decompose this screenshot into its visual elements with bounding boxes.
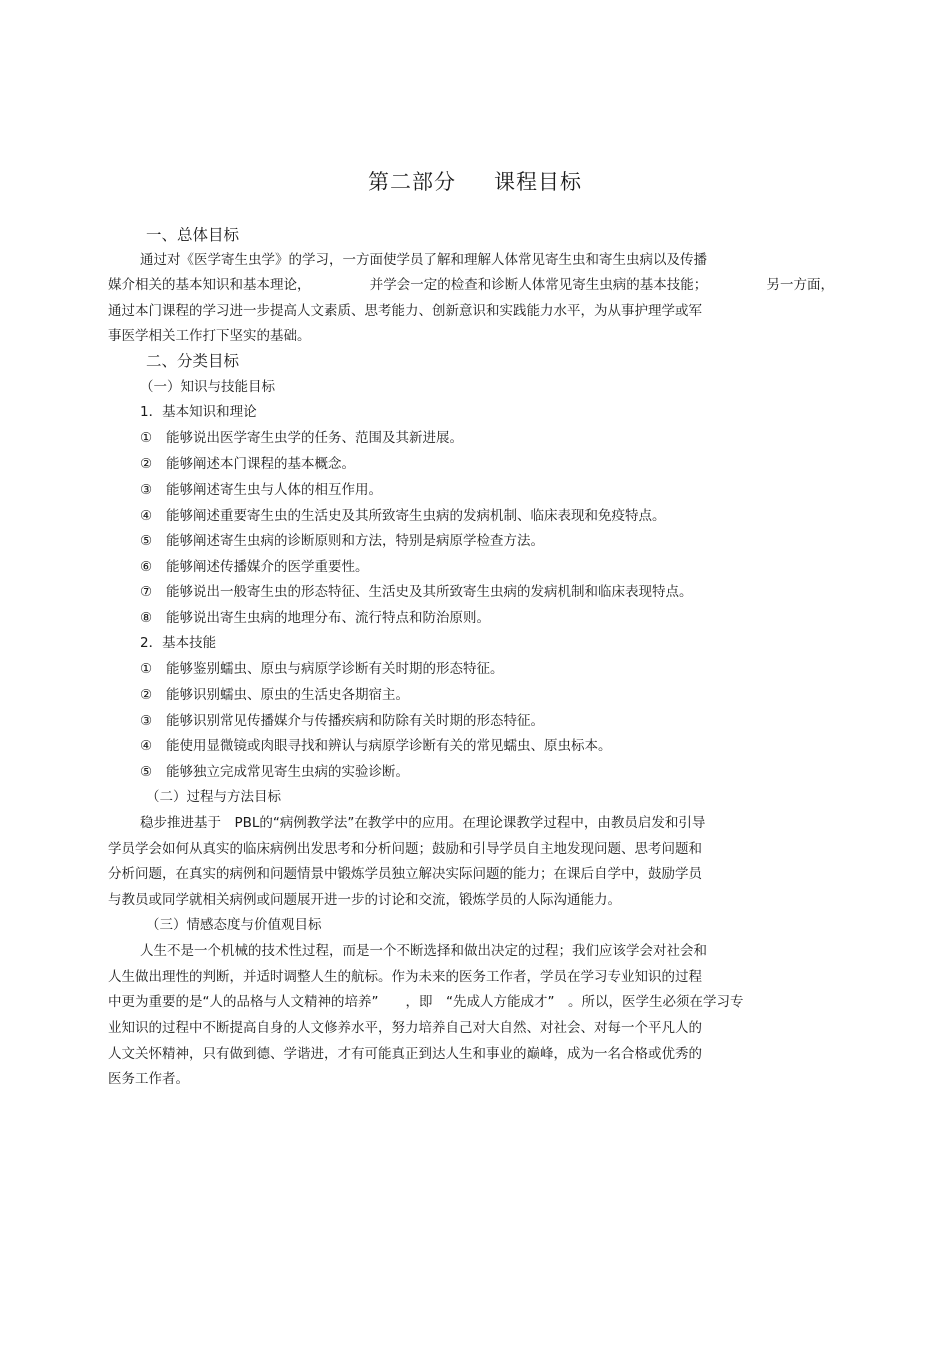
item-number: ⑦ <box>140 584 153 600</box>
sub2-heading: （二）过程与方法目标 <box>146 789 281 805</box>
section1-line-2a: 媒介相关的基本知识和基本理论， <box>108 277 311 293</box>
part1-item-4 <box>140 507 666 525</box>
sub3-line-3: 中更为重要的是“人的品格与人文精神的培养” ，即 “先成人方能成才” 。所以，医学生必须在学习专 <box>108 994 744 1010</box>
item-number: ③ <box>140 713 153 729</box>
part1-item-6 <box>140 558 369 576</box>
item-text: 能使用显微镜或肉眼寻找和辨认与病原学诊断有关的常见蠕虫、原虫标本。 <box>166 738 612 754</box>
section1-line-2 <box>108 276 834 294</box>
part2-item-1 <box>140 660 504 678</box>
part1-item-8 <box>140 609 490 627</box>
part2-item-5 <box>140 763 409 781</box>
item-number: ① <box>140 430 153 446</box>
item-number: ④ <box>140 738 153 754</box>
item-number: ⑥ <box>140 559 153 575</box>
part1-item-5 <box>140 532 544 550</box>
item-number: ② <box>140 456 153 472</box>
sub3-line-1: 人生不是一个机械的技术性过程，而是一个不断选择和做出决定的过程；我们应该学会对社会和 <box>140 943 707 959</box>
item-text: 能够阐述寄生虫与人体的相互作用。 <box>166 482 382 498</box>
part2-item-3 <box>140 712 544 730</box>
title-part: 第二部分 <box>368 170 456 194</box>
item-text: 能够说出医学寄生虫学的任务、范围及其新进展。 <box>166 430 463 446</box>
part1-item-2 <box>140 455 355 473</box>
item-number: ⑤ <box>140 764 153 780</box>
item-text: 能够说出寄生虫病的地理分布、流行特点和防治原则。 <box>166 610 490 626</box>
sub2-line-4: 与教员或同学就相关病例或问题展开进一步的讨论和交流，锻炼学员的人际沟通能力。 <box>108 892 621 908</box>
item-text: 能够识别常见传播媒介与传播疾病和防除有关时期的形态特征。 <box>166 713 544 729</box>
sub3-line-6: 医务工作者。 <box>108 1071 189 1087</box>
sub2-line-1: 稳步推进基于 PBL的“病例教学法”在教学中的应用。在理论课教学过程中，由教员启发和引导 <box>140 815 706 831</box>
section1-line-4: 事医学相关工作打下坚实的基础。 <box>108 328 311 344</box>
section1-line-3: 通过本门课程的学习进一步提高人文素质、思考能力、创新意识和实践能力水平，为从事护理学或军 <box>108 303 702 319</box>
item-text: 能够说出一般寄生虫的形态特征、生活史及其所致寄生虫病的发病机制和临床表现特点。 <box>166 584 693 600</box>
item-text: 能够阐述重要寄生虫的生活史及其所致寄生虫病的发病机制、临床表现和免疫特点。 <box>166 508 666 524</box>
item-text: 能够识别蠕虫、原虫的生活史各期宿主。 <box>166 687 409 703</box>
item-number: ② <box>140 687 153 703</box>
page-title <box>0 166 950 196</box>
part1-heading: 1．基本知识和理论 <box>140 404 257 420</box>
sub1-heading: （一）知识与技能目标 <box>140 379 275 395</box>
part2-heading: 2．基本技能 <box>140 635 217 651</box>
item-number: ⑤ <box>140 533 153 549</box>
item-text: 能够鉴别蠕虫、原虫与病原学诊断有关时期的形态特征。 <box>166 661 504 677</box>
part1-item-1 <box>140 429 463 447</box>
part1-item-3 <box>140 481 382 499</box>
sub2-line-2: 学员学会如何从真实的临床病例出发思考和分析问题；鼓励和引导学员自主地发现问题、思考问题和 <box>108 841 702 857</box>
part1-item-7 <box>140 583 693 601</box>
sub2-line-3: 分析问题，在真实的病例和问题情景中锻炼学员独立解决实际问题的能力；在课后自学中，鼓励学员 <box>108 866 702 882</box>
section1-line-2c: 另一方面， <box>766 277 834 293</box>
item-text: 能够独立完成常见寄生虫病的实验诊断。 <box>166 764 409 780</box>
item-text: 能够阐述传播媒介的医学重要性。 <box>166 559 369 575</box>
section2-heading: 二、分类目标 <box>146 352 240 370</box>
sub3-heading: （三）情感态度与价值观目标 <box>146 917 322 933</box>
section1-line-2b: 并学会一定的检查和诊断人体常见寄生虫病的基本技能； <box>369 277 708 293</box>
part2-item-4 <box>140 737 612 755</box>
item-number: ⑧ <box>140 610 153 626</box>
sub3-line-4: 业知识的过程中不断提高自身的人文修养水平，努力培养自己对大自然、对社会、对每一个平凡人的 <box>108 1020 702 1036</box>
item-text: 能够阐述本门课程的基本概念。 <box>166 456 355 472</box>
item-number: ③ <box>140 482 153 498</box>
title-name: 课程目标 <box>494 170 582 194</box>
item-text: 能够阐述寄生虫病的诊断原则和方法，特别是病原学检查方法。 <box>166 533 544 549</box>
sub3-line-5: 人文关怀精神，只有做到德、学谐进，才有可能真正到达人生和事业的巅峰，成为一名合格或优秀的 <box>108 1046 702 1062</box>
part2-item-2 <box>140 686 409 704</box>
item-number: ① <box>140 661 153 677</box>
item-number: ④ <box>140 508 153 524</box>
section1-heading: 一、总体目标 <box>146 226 240 244</box>
section1-line-1: 通过对《医学寄生虫学》的学习，一方面使学员了解和理解人体常见寄生虫和寄生虫病以及传播 <box>140 252 707 268</box>
sub3-line-2: 人生做出理性的判断，并适时调整人生的航标。作为未来的医务工作者，学员在学习专业知识的过程 <box>108 969 702 985</box>
